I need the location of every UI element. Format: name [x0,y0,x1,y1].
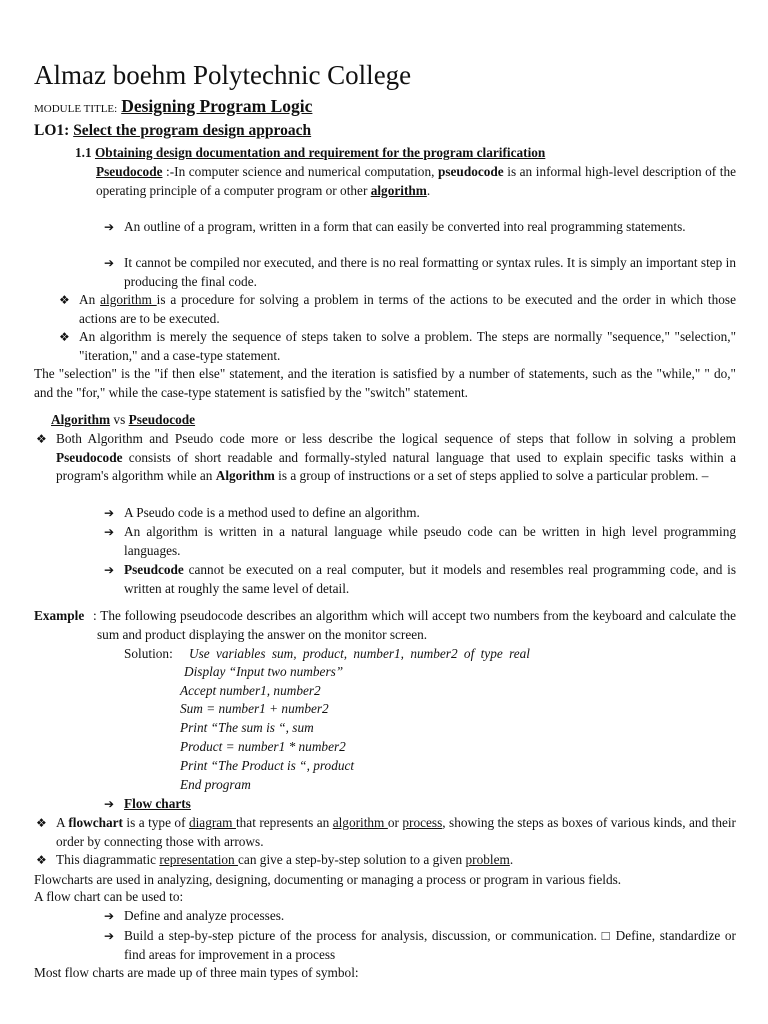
module-title-name: Designing Program Logic [121,96,313,116]
arrow-bullet-icon: ➔ [104,256,115,270]
avp-algorithm: Algorithm [51,412,111,427]
comparison-bold-1: Pseudocode [56,449,123,465]
selection-paragraph: The "selection" is the "if then else" statement, and the iteration is satisfied by a number of statements, such as the "while," " do," and the "for," while the case-type statement is satisfied by the "switch" statement. [34,366,736,400]
list-item: An algorithm is written in a natural language while pseudo code can be written in high level programming languages. [124,524,736,558]
problem-link[interactable]: problem [465,852,510,867]
arrow-bullet-icon: ➔ [104,929,115,943]
representation-bullet [56,851,513,869]
flow-def-t1: is a type of [122,815,189,830]
list-item: It cannot be compiled nor executed, and there is no real formatting or syntax rules. It is simply an important step in producing the final code. [124,255,736,289]
algorithm-definition [79,291,736,328]
section-title: Obtaining design documentation and requirement for the program clarification [94,145,546,160]
comparison-bold-2: Algorithm [215,468,275,483]
flow-def-t3: or [387,815,403,830]
diamond-bullet-icon: ❖ [36,432,47,446]
pseudocode-def-text-3: . [426,182,431,198]
pseudocode-bold: pseudocode [437,164,504,179]
list-item [124,561,736,598]
algorithm-link[interactable]: algorithm [370,182,427,198]
example-label: Example [34,608,85,623]
lo1-text: Select the program design approach [73,122,312,139]
process-link[interactable]: process [402,815,443,830]
section-heading-1-1 [75,144,545,162]
lo1-label: LO1: [34,122,70,139]
diamond-bullet-icon: ❖ [36,816,47,830]
diamond-bullet-icon: ❖ [59,330,70,344]
algo-def-post: is a procedure for solving a problem in terms of the actions to be executed and the order in which those actions are to be executed. [79,292,736,326]
algo-def-pre: An [79,292,101,307]
list-item: An outline of a program, written in a form that can easily be converted into real programming statements. [124,219,686,234]
diamond-bullet-icon: ❖ [59,293,70,307]
representation-link[interactable]: representation [159,852,239,867]
code-line: Product = number1 * number2 [180,739,346,754]
code-line: Print “The sum is “, sum [180,720,314,735]
comparison-text-1: Both Algorithm and Pseudo code more or less describe the logical sequence of steps that follow in solving a problem [56,431,736,446]
list-item: An algorithm is merely the sequence of steps taken to solve a problem. The steps are normally "sequence," "selection," "iteration," and a case-type statement. [79,329,736,363]
algorithm-link[interactable]: algorithm [100,292,157,307]
comparison-paragraph [56,430,736,486]
algorithm-link[interactable]: algorithm [332,815,388,830]
symbol-types-paragraph: Most flow charts are made up of three main types of symbol: [34,965,359,980]
pseudocode-def-text-2: is an informal high-level description of the operating principle of a computer program or other [96,164,736,198]
diagram-link[interactable]: diagram [188,815,236,830]
flowchart-definition [56,814,736,851]
list-item: Define and analyze processes. [124,908,285,923]
comparison-text-2: consists of short readable and formally-styled natural language that used to explain specific tasks within a program's algorithm while an [56,449,736,483]
section-number: 1.1 [75,145,92,160]
rep-t2: . [509,852,514,867]
code-line: Sum = number1 + number2 [180,701,329,716]
arrow-bullet-icon: ➔ [104,220,115,234]
code-line: Print “The Product is “, product [180,758,355,773]
rep-pre: This diagrammatic [56,852,160,867]
pseudocode-def-text-1: :-In computer science and numerical computation, [162,164,438,179]
learning-outcome-heading [34,122,311,140]
flowchart-bold: flowchart [68,815,123,830]
list-item: A Pseudo code is a method used to define an algorithm. [124,505,420,520]
college-title: Almaz boehm Polytechnic College [34,60,412,90]
flow-def-t4: , showing the steps as boxes of various kinds, and their order by connecting those with arrows. [56,815,736,849]
rep-t1: can give a step-by-step solution to a given [238,852,466,867]
code-line: Use variables sum, product, number1, number2 of type real [189,646,530,661]
flowchart-uses-paragraph: Flowcharts are used in analyzing, designing, documenting or managing a process or program in various fields. [34,872,622,887]
code-line: End program [180,777,251,792]
flow-def-t2: that represents an [235,815,333,830]
example-text: : The following pseudocode describes an algorithm which will accept two numbers from the keyboard and calculate the sum and product displaying the answer on the monitor screen. [93,608,736,642]
flow-charts-heading: Flow charts [124,796,191,811]
arrow-bullet-icon: ➔ [104,525,115,539]
arrow-bullet-icon: ➔ [104,506,115,520]
avp-vs: vs [110,412,129,427]
list-item: Build a step-by-step picture of the process for analysis, discussion, or communication. □ Define, standardize or find areas for improvement in a process [124,928,736,962]
code-line: Accept number1, number2 [180,683,321,698]
module-title [34,96,312,117]
pseudocode-definition [96,163,736,200]
avp-pseudocode: Pseudocode [128,412,196,427]
flowchart-can-be-used: A flow chart can be used to: [34,889,184,904]
pseudocode-term: Pseudocode [96,164,163,179]
pseudcode-bold: Pseudcode [124,562,184,577]
module-title-label: MODULE TITLE: [34,103,118,115]
comparison-text-3: is a group of instructions or a set of steps applied to solve a particular problem. – [274,468,709,483]
diamond-bullet-icon: ❖ [36,853,47,867]
code-line: Display “Input two numbers” [184,664,344,679]
algorithm-vs-pseudocode-heading [51,411,195,429]
flow-def-pre: A [56,815,69,830]
arrow-bullet-icon: ➔ [104,563,115,577]
solution-label: Solution: [124,646,173,661]
arrow-bullet-icon: ➔ [104,797,115,811]
pseudcode-rest: cannot be executed on a real computer, but it models and resembles real programming code, and is written at roughly the same level of detail. [124,562,736,596]
arrow-bullet-icon: ➔ [104,909,115,923]
